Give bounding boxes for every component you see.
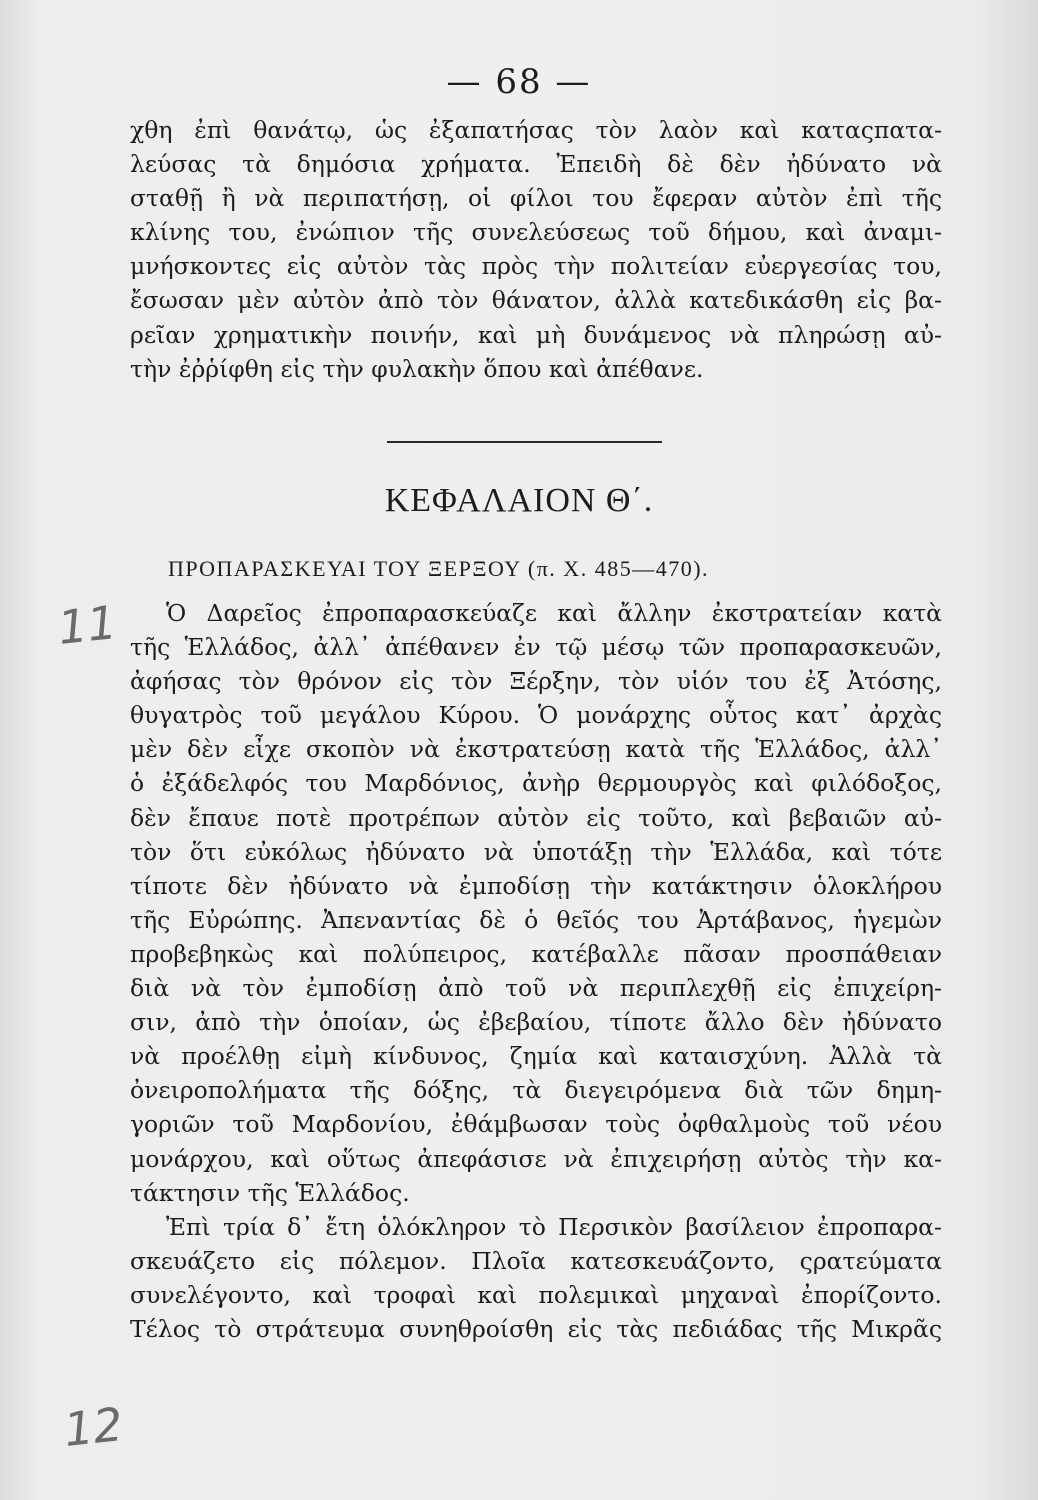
text-line: κλίνης του, ἐνώπιον τῆς συνελεύσεως τοῦ δήμου, καὶ ἀναμι- — [130, 218, 942, 247]
text-line: σιν, ἀπὸ τὴν ὁποίαν, ὡς ἐβεβαίου, τίποτε ἄλλο δὲν ἠδύνατο — [130, 1008, 942, 1037]
text-line: σκευάζετο εἰς πόλεμον. Πλοῖα κατεσκευάζοντο, ςρατεύματα — [130, 1246, 942, 1275]
text-line: τὸν ὅτι εὐκόλως ἠδύνατο νὰ ὑποτάξῃ τὴν Ἑλλάδα, καὶ τότε — [130, 837, 942, 866]
text-line: νὰ προέλθῃ εἰμὴ κίνδυνος, ζημία καὶ καταισχύνη. Ἀλλὰ τὰ — [130, 1042, 942, 1071]
text-line: τίποτε δὲν ἠδύνατο νὰ ἐμποδίσῃ τὴν κατάκτησιν ὁλοκλήρου — [130, 871, 942, 900]
text-line: μὲν δὲν εἶχε σκοπὸν νὰ ἐκστρατεύσῃ κατὰ τῆς Ἑλλάδος, ἀλλ᾽ — [130, 735, 942, 764]
text-line: Ἐπὶ τρία δ᾽ ἔτη ὁλόκληρον τὸ Περσικὸν βασίλειον ἐπροπαρα- — [166, 1212, 942, 1241]
chapter-subtitle: ΠΡΟΠΑΡΑΣΚΕΥΑΙ ΤΟΥ ΞΕΡΞΟΥ (π. Χ. 485—470). — [168, 556, 710, 581]
text-line: ὁ ἐξάδελφός του Μαρδόνιος, ἀνὴρ θερμουργὸς καὶ φιλόδοξος, — [130, 769, 942, 798]
text-line: ρεῖαν χρηματικὴν ποινήν, καὶ μὴ δυνάμενος νὰ πληρώσῃ αὐ- — [130, 320, 942, 349]
text-line: χθη ἐπὶ θανάτῳ, ὡς ἐξαπατήσας τὸν λαὸν καὶ καταςπατα- — [130, 116, 942, 144]
text-line: λεύσας τὰ δημόσια χρήματα. Ἐπειδὴ δὲ δὲν ἠδύνατο νὰ — [130, 150, 942, 179]
paragraph-2 — [130, 596, 942, 1346]
text-line: δὲν ἔπαυε ποτὲ προτρέπων αὐτὸν εἰς τοῦτο, καὶ βεβαιῶν αὐ- — [130, 803, 942, 832]
text-line: Ὁ Δαρεῖος ἐπροπαρασκεύαζε καὶ ἄλλην ἐκστρατείαν κατὰ — [166, 599, 942, 627]
text-line: συνελέγοντο, καὶ τροφαὶ καὶ πολεμικαὶ μηχαναὶ ἐπορίζοντο. — [130, 1280, 942, 1309]
page-number: — 68 — — [446, 62, 592, 102]
chapter-title: ΚΕΦΑΛΑΙΟΝ Θ΄. — [384, 482, 654, 519]
text-line: ἀφήσας τὸν θρόνον εἰς τὸν Ξέρξην, τὸν υἱόν του ἐξ Ἀτόσης, — [130, 667, 942, 696]
paragraph-1 — [130, 113, 942, 386]
text-line: Τέλος τὸ στράτευμα συνηθροίσθη εἰς τὰς πεδιάδας τῆς Μικρᾶς — [130, 1314, 942, 1343]
text-line: ὀνειροπολήματα τῆς δόξης, τὰ διεγειρόμενα διὰ τῶν δημη- — [130, 1076, 942, 1105]
text-line: τὴν ἐῤῥίφθη εἰς τὴν φυλακὴν ὅπου καὶ ἀπέθανε. — [130, 354, 704, 383]
text-line: τῆς Ἑλλάδος, ἀλλ᾽ ἀπέθανεν ἐν τῷ μέσῳ τῶν προπαρασκευῶν, — [130, 633, 942, 662]
text-line: τῆς Εὐρώπης. Ἀπεναντίας δὲ ὁ θεῖός του Ἀρτάβανος, ἡγεμὼν — [130, 905, 942, 934]
text-line: μνήσκοντες εἰς αὐτὸν τὰς πρὸς τὴν πολιτείαν εὐεργεσίας του, — [130, 252, 942, 281]
text-line: σταθῇ ἢ νὰ περιπατήσῃ, οἱ φίλοι του ἔφεραν αὐτὸν ἐπὶ τῆς — [130, 184, 942, 213]
text-line: προβεβηκὼς καὶ πολύπειρος, κατέβαλλε πᾶσαν προσπάθειαν — [130, 939, 942, 968]
text-line: ἔσωσαν μὲν αὐτὸν ἀπὸ τὸν θάνατον, ἀλλὰ κατεδικάσθη εἰς βα- — [130, 286, 942, 315]
margin-note: 11 — [55, 595, 120, 655]
text-line: γοριῶν τοῦ Μαρδονίου, ἐθάμβωσαν τοὺς ὀφθαλμοὺς τοῦ νέου — [130, 1110, 942, 1139]
section-divider — [387, 441, 662, 443]
text-line: θυγατρὸς τοῦ μεγάλου Κύρου. Ὁ μονάρχης οὗτος κατ᾽ ἀρχὰς — [130, 701, 942, 730]
margin-note: 12 — [61, 1397, 126, 1457]
text-line: μονάρχου, καὶ οὕτως ἀπεφάσισε νὰ ἐπιχειρήσῃ αὐτὸς τὴν κα- — [130, 1144, 942, 1173]
text-line: διὰ νὰ τὸν ἐμποδίσῃ ἀπὸ τοῦ νὰ περιπλεχθῇ εἰς ἐπιχείρη- — [130, 974, 942, 1003]
text-line: τάκτησιν τῆς Ἑλλάδος. — [130, 1178, 410, 1207]
